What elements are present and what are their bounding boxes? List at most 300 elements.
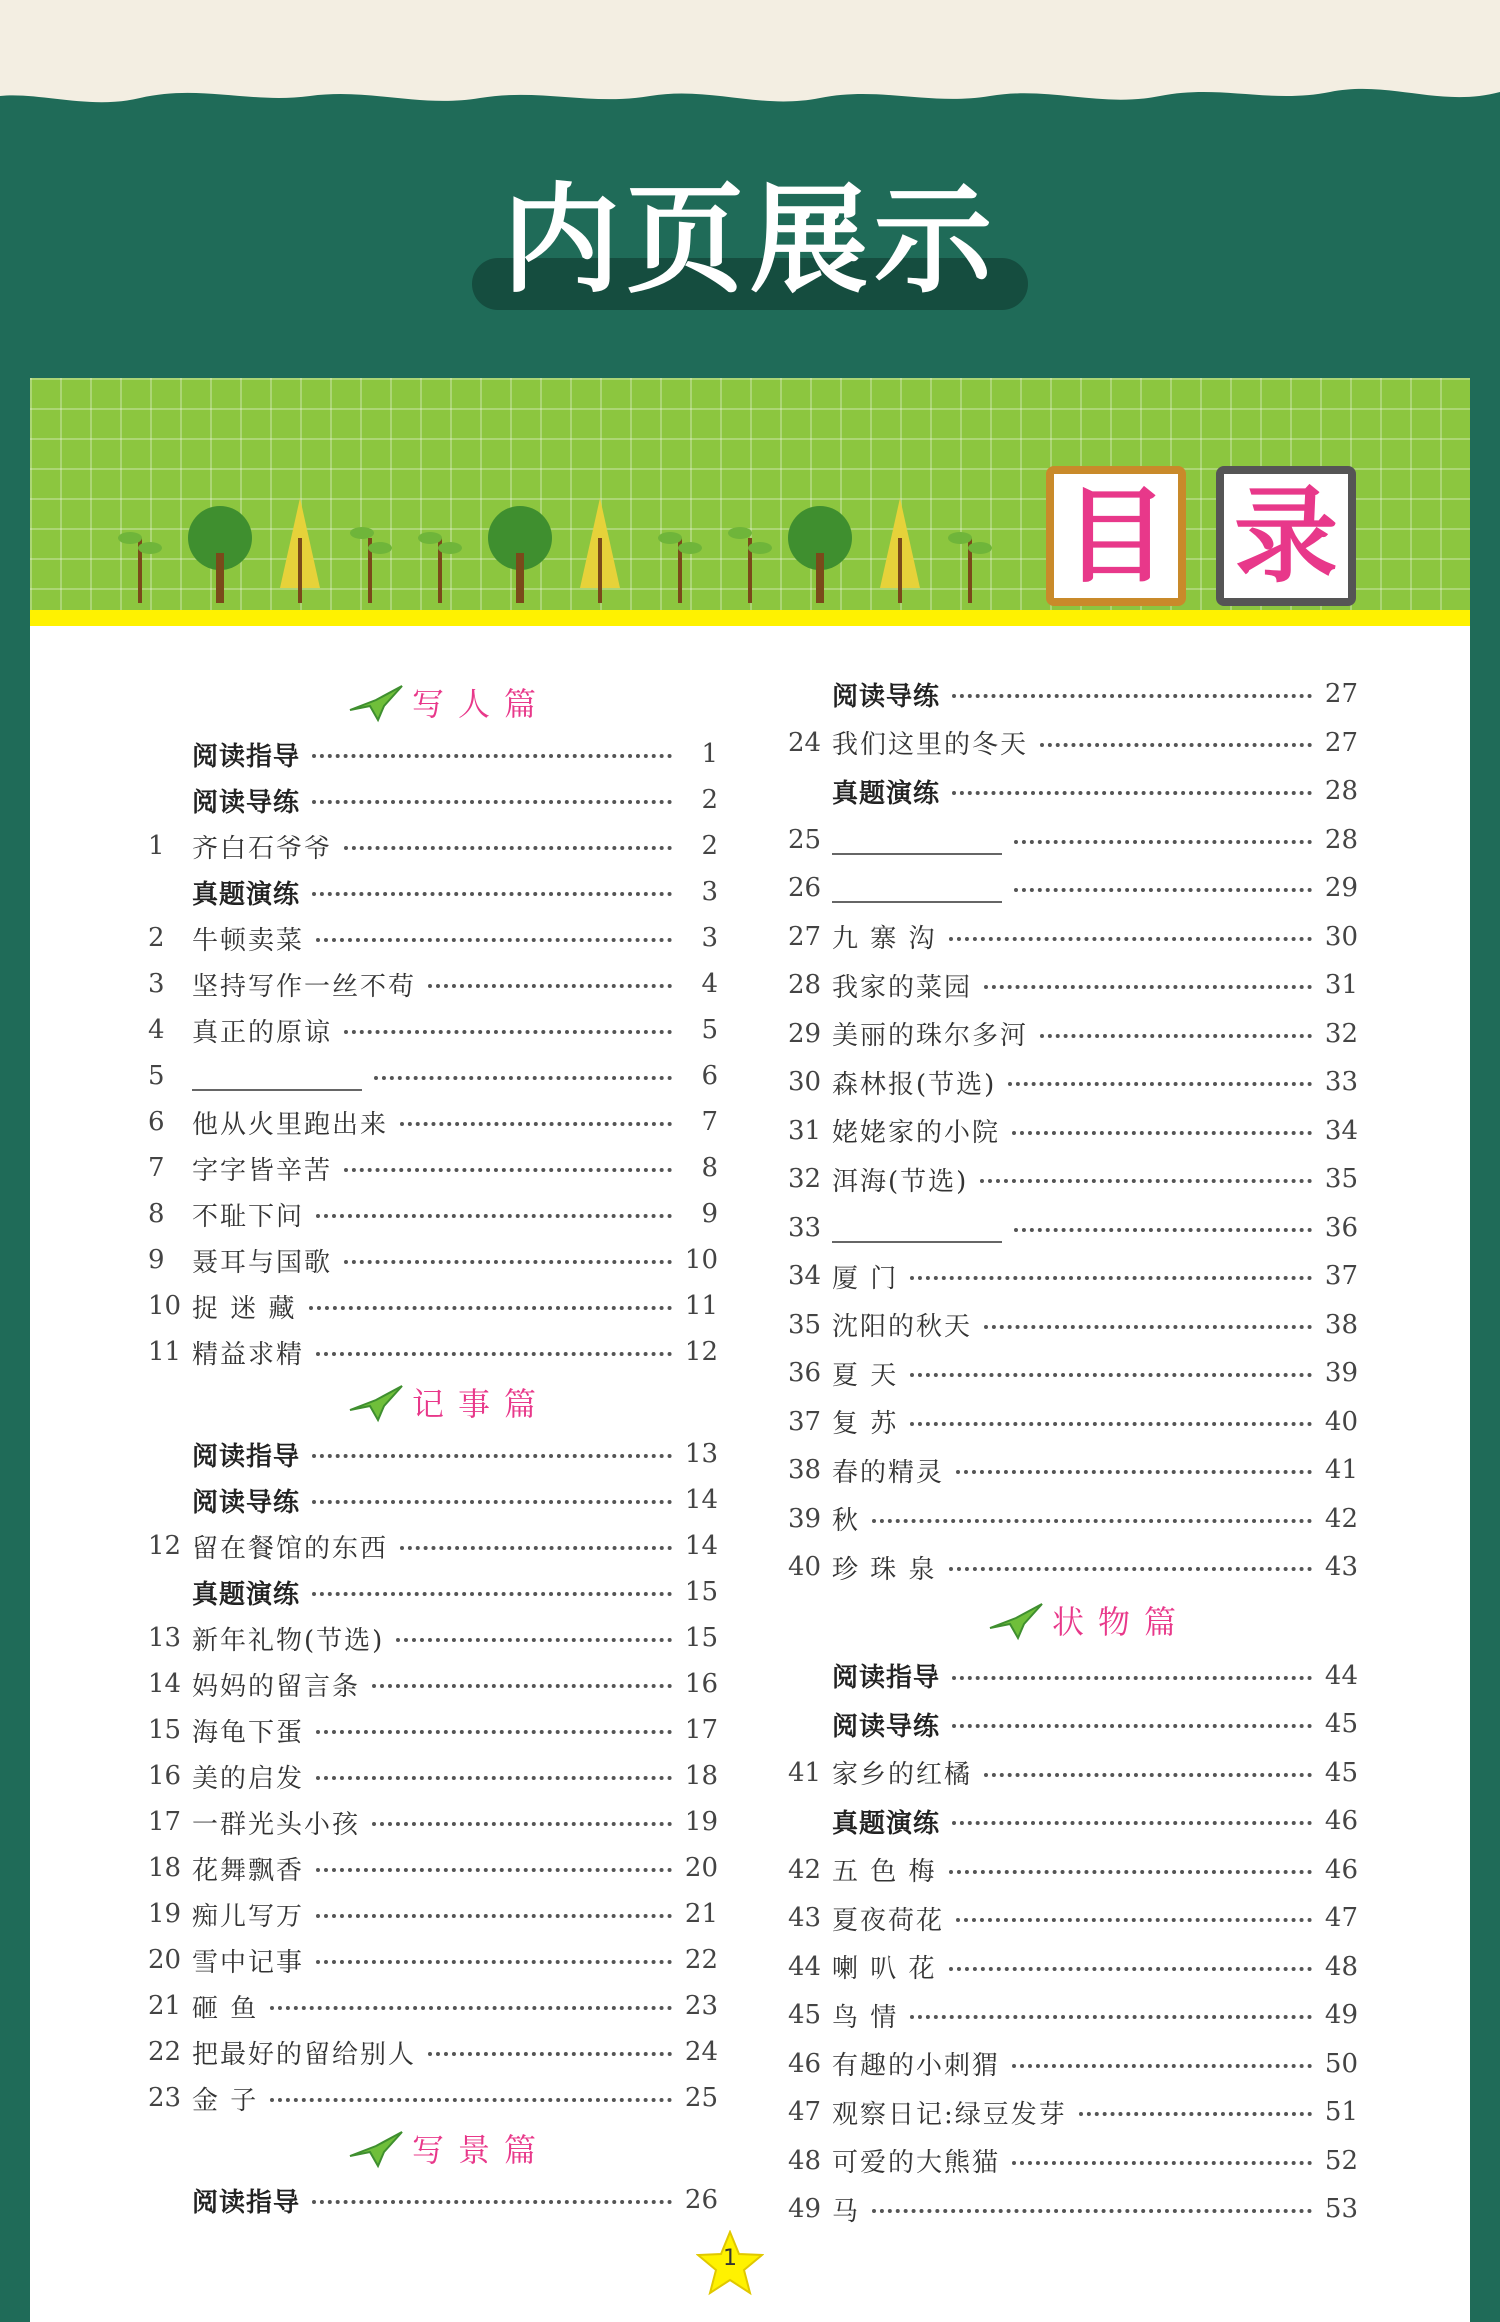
toc-entry-page: 9 <box>701 1199 718 1229</box>
toc-entry-title: 观察日记:绿豆发芽 <box>832 2099 1067 2130</box>
toc-entry-title: 森林报(节选) <box>832 1069 997 1100</box>
toc-leader-dots <box>270 2006 672 2010</box>
toc-entry-page: 42 <box>1324 1503 1358 1534</box>
toc-entry-number: 34 <box>788 1261 822 1291</box>
page-title: 内页展示 <box>501 171 998 309</box>
toc-entry-title: 新年礼物(节选) <box>192 1625 385 1656</box>
toc-entry-page: 45 <box>1324 1757 1358 1788</box>
toc-entry-number: 2 <box>148 923 165 953</box>
toc-entry-blank-title <box>192 1069 362 1091</box>
toc-entry-page: 14 <box>684 1531 718 1561</box>
toc-entry-title: 牛顿卖菜 <box>192 925 305 956</box>
top-paper-edge <box>0 0 1500 130</box>
catalog-banner <box>30 378 1470 610</box>
section-title: 状物篇 <box>1052 1602 1191 1641</box>
toc-entry-number: 41 <box>788 1757 822 1788</box>
toc-leader-dots <box>316 938 672 942</box>
toc-leader-dots <box>1012 2161 1312 2165</box>
toc-entry-page: 45 <box>1324 1709 1358 1739</box>
toc-entry-page: 50 <box>1324 2048 1358 2079</box>
toc-entry-page: 8 <box>701 1153 718 1183</box>
toc-leader-dots <box>1040 743 1312 747</box>
toc-entry-title: 夏 天 <box>832 1360 899 1391</box>
toc-entry-page: 5 <box>701 1015 718 1045</box>
toc-entry-number: 40 <box>788 1552 822 1582</box>
paper-crane-icon <box>348 680 404 724</box>
toc-leader-dots <box>316 1352 672 1356</box>
toc-entry-page: 53 <box>1324 2194 1358 2224</box>
toc-leader-dots <box>344 1260 672 1264</box>
toc-entry[interactable] <box>148 1618 718 1658</box>
toc-entry-title: 可爱的大熊猫 <box>832 2148 1001 2178</box>
toc-entry-title: 阅读导练 <box>192 1487 301 1518</box>
toc-entry[interactable] <box>148 1240 718 1280</box>
toc-leader-dots <box>316 1730 672 1734</box>
toc-entry-number: 4 <box>148 1015 165 1045</box>
toc-leader-dots <box>400 1546 672 1550</box>
toc-entry[interactable] <box>148 1148 718 1188</box>
toc-entry-title: 捉 迷 藏 <box>192 1293 297 1324</box>
toc-entry-title: 雪中记事 <box>192 1947 305 1978</box>
toc-leader-dots <box>1079 2112 1312 2116</box>
toc-entry-page: 40 <box>1324 1406 1358 1437</box>
toc-entry-title: 真题演练 <box>832 1808 941 1839</box>
section-title: 写景篇 <box>412 2131 551 2169</box>
toc-entry[interactable] <box>788 771 1358 811</box>
toc-entry[interactable] <box>788 1062 1358 1102</box>
toc-leader-dots <box>872 2209 1312 2213</box>
toc-entry[interactable] <box>148 1802 718 1842</box>
toc-leader-dots <box>312 754 672 758</box>
toc-leader-dots <box>952 791 1312 795</box>
toc-entry-title: 九 寨 沟 <box>832 924 937 954</box>
toc-entry-page: 27 <box>1324 727 1358 758</box>
toc-entry[interactable] <box>148 1010 718 1050</box>
toc-entry-number: 23 <box>148 2083 182 2113</box>
toc-leader-dots <box>1012 2064 1312 2068</box>
toc-entry[interactable] <box>788 1850 1358 1890</box>
toc-entry-title: 喇 叭 花 <box>832 1954 937 1984</box>
toc-entry-title: 痴儿写万 <box>192 1901 305 1932</box>
toc-entry-title: 阅读指导 <box>192 1441 301 1472</box>
toc-entry[interactable] <box>788 2044 1358 2084</box>
toc-entry-page: 11 <box>684 1291 718 1321</box>
toc-entry-page: 30 <box>1324 921 1358 952</box>
toc-leader-dots <box>312 1592 672 1596</box>
toc-entry-title: 坚持写作一丝不苟 <box>192 971 417 1002</box>
toc-entry[interactable] <box>148 1332 718 1372</box>
toc-entry-page: 17 <box>684 1715 718 1745</box>
toc-entry-title: 把最好的留给别人 <box>192 2039 417 2070</box>
toc-entry-title: 春的精灵 <box>832 1457 945 1488</box>
toc-leader-dots <box>872 1519 1312 1523</box>
toc-entry-page: 35 <box>1324 1164 1358 1194</box>
paper-crane-icon <box>348 1380 404 1424</box>
toc-entry-number: 9 <box>148 1245 165 1275</box>
toc-entry-number: 6 <box>148 1107 165 1137</box>
toc-entry-page: 52 <box>1324 2145 1358 2176</box>
toc-leader-dots <box>312 892 672 896</box>
toc-entry-title: 真题演练 <box>192 879 301 910</box>
toc-entry-title: 阅读导练 <box>832 681 941 712</box>
toc-entry-number: 29 <box>788 1018 822 1049</box>
toc-leader-dots <box>949 937 1312 941</box>
toc-entry[interactable] <box>148 734 718 774</box>
toc-entry-page: 37 <box>1324 1261 1358 1291</box>
toc-entry-number: 26 <box>788 873 822 903</box>
toc-entry-page: 20 <box>684 1853 718 1883</box>
toc-entry-page: 15 <box>684 1577 718 1607</box>
toc-entry-title: 鸟 情 <box>832 2002 899 2033</box>
toc-entry-page: 12 <box>684 1337 718 1367</box>
toc-leader-dots <box>344 846 672 850</box>
toc-leader-dots <box>910 1276 1312 1280</box>
toc-entry[interactable] <box>788 1704 1358 1744</box>
toc-entry-title: 聂耳与国歌 <box>192 1247 333 1278</box>
toc-leader-dots <box>316 1214 672 1218</box>
toc-entry[interactable] <box>148 872 718 912</box>
toc-entry-page: 43 <box>1324 1552 1358 1582</box>
toc-entry-number: 14 <box>148 1669 182 1699</box>
toc-entry[interactable] <box>788 1898 1358 1938</box>
toc-entry[interactable] <box>148 1480 718 1520</box>
toc-entry-number: 28 <box>788 970 822 1000</box>
toc-entry-title: 阅读指导 <box>192 2187 301 2218</box>
toc-entry[interactable] <box>788 1656 1358 1696</box>
toc-entry-page: 34 <box>1324 1115 1358 1146</box>
toc-entry[interactable] <box>148 1710 718 1750</box>
toc-entry-title: 不耻下问 <box>192 1201 305 1232</box>
toc-entry-page: 31 <box>1324 970 1358 1000</box>
catalog-page <box>30 378 1470 2322</box>
toc-entry-title: 他从火里跑出来 <box>192 1109 389 1140</box>
toc-entry[interactable] <box>148 1434 718 1474</box>
toc-entry[interactable] <box>148 1940 718 1980</box>
toc-entry-page: 24 <box>684 2037 718 2067</box>
toc-entry-title: 花舞飘香 <box>192 1855 305 1886</box>
catalog-heading-char-2: 录 <box>1216 466 1356 606</box>
toc-leader-dots <box>312 800 672 804</box>
toc-entry-title: 留在餐馆的东西 <box>192 1533 389 1564</box>
toc-entry-number: 37 <box>788 1406 822 1437</box>
toc-entry[interactable] <box>148 1102 718 1142</box>
toc-leader-dots <box>949 1870 1312 1874</box>
toc-entry-page: 21 <box>684 1899 718 1929</box>
toc-leader-dots <box>270 2098 672 2102</box>
toc-entry-number: 49 <box>788 2194 822 2224</box>
toc-entry[interactable] <box>148 2078 718 2118</box>
toc-entry-number: 16 <box>148 1761 182 1791</box>
toc-entry[interactable] <box>788 1402 1358 1442</box>
toc-entry-number: 33 <box>788 1212 822 1243</box>
toc-entry-number: 13 <box>148 1623 182 1653</box>
toc-entry[interactable] <box>788 1305 1358 1345</box>
toc-entry-title: 阅读导练 <box>832 1711 941 1742</box>
toc-entry-number: 38 <box>788 1455 822 1485</box>
toc-entry-title: 家乡的红橘 <box>832 1760 973 1790</box>
toc-entry-number: 32 <box>788 1164 822 1194</box>
page-number: 1 <box>723 2246 737 2271</box>
toc-entry-title: 砸 鱼 <box>192 1993 259 2024</box>
toc-entry-number: 27 <box>788 921 822 952</box>
toc-entry-page: 19 <box>684 1807 718 1837</box>
toc-entry[interactable] <box>148 1056 718 1096</box>
toc-entry-number: 10 <box>148 1291 182 1321</box>
toc-entry-number: 5 <box>148 1061 165 1091</box>
toc-entry-page: 10 <box>684 1245 718 1275</box>
toc-entry-title: 马 <box>832 2196 861 2227</box>
toc-entry-title: 洱海(节选) <box>832 1166 969 1197</box>
toc-entry-page: 16 <box>684 1669 718 1699</box>
toc-entry[interactable] <box>148 826 718 866</box>
toc-entry-number: 44 <box>788 1951 822 1982</box>
toc-entry-page: 2 <box>701 785 718 815</box>
toc-entry[interactable] <box>788 1208 1358 1248</box>
toc-entry-number: 20 <box>148 1945 182 1975</box>
toc-entry-page: 1 <box>701 739 718 769</box>
toc-entry[interactable] <box>788 2092 1358 2132</box>
toc-entry-title: 姥姥家的小院 <box>832 1118 1001 1148</box>
toc-entry[interactable] <box>788 1353 1358 1393</box>
toc-entry-page: 36 <box>1324 1212 1358 1243</box>
paper-crane-icon <box>988 1598 1044 1642</box>
toc-entry-number: 46 <box>788 2048 822 2079</box>
toc-entry-page: 48 <box>1324 1951 1358 1982</box>
toc-leader-dots <box>952 694 1312 698</box>
toc-entry-title: 我家的菜园 <box>832 972 973 1003</box>
toc-entry-number: 8 <box>148 1199 165 1229</box>
toc-leader-dots <box>984 1773 1312 1777</box>
toc-leader-dots <box>952 1676 1312 1680</box>
toc-entry[interactable] <box>788 1801 1358 1841</box>
toc-leader-dots <box>980 1179 1312 1183</box>
toc-entry-number: 1 <box>148 831 165 861</box>
toc-entry[interactable] <box>788 723 1358 763</box>
toc-leader-dots <box>344 1030 672 1034</box>
toc-entry-title: 金 子 <box>192 2085 259 2116</box>
toc-entry-page: 15 <box>684 1623 718 1653</box>
toc-entry-number: 7 <box>148 1153 165 1183</box>
toc-entry-page: 6 <box>701 1061 718 1091</box>
toc-entry-page: 46 <box>1324 1806 1358 1836</box>
toc-entry-title: 五 色 梅 <box>832 1857 937 1887</box>
toc-entry-number: 31 <box>788 1115 822 1146</box>
toc-entry-blank-title <box>832 1221 1002 1243</box>
toc-entry[interactable] <box>788 1014 1358 1054</box>
toc-entry-number: 25 <box>788 824 822 855</box>
toc-entry-page: 25 <box>684 2083 718 2113</box>
toc-entry-page: 28 <box>1324 824 1358 855</box>
toc-leader-dots <box>1008 1082 1312 1086</box>
banner-yellow-strip <box>30 610 1470 626</box>
toc-leader-dots <box>372 1684 672 1688</box>
section-heading <box>348 678 550 726</box>
toc-entry[interactable] <box>148 1986 718 2026</box>
toc-entry-page: 18 <box>684 1761 718 1791</box>
toc-leader-dots <box>396 1638 672 1642</box>
toc-leader-dots <box>956 1918 1312 1922</box>
toc-entry[interactable] <box>788 1450 1358 1490</box>
toc-entry-page: 4 <box>701 969 718 999</box>
toc-entry[interactable] <box>148 1526 718 1566</box>
toc-entry-title: 精益求精 <box>192 1339 305 1370</box>
toc-entry-title: 字字皆辛苦 <box>192 1155 333 1186</box>
section-heading <box>988 1596 1190 1644</box>
toc-entry[interactable] <box>148 1894 718 1934</box>
toc-leader-dots <box>1040 1034 1312 1038</box>
toc-leader-dots <box>312 1454 672 1458</box>
toc-leader-dots <box>949 1967 1312 1971</box>
toc-entry[interactable] <box>788 1256 1358 1296</box>
toc-entry[interactable] <box>148 1194 718 1234</box>
toc-entry-title: 秋 <box>832 1506 861 1536</box>
toc-entry-number: 3 <box>148 969 165 999</box>
toc-leader-dots <box>309 1306 672 1310</box>
toc-entry-page: 38 <box>1324 1309 1358 1340</box>
toc-entry-title: 阅读导练 <box>192 787 301 818</box>
toc-leader-dots <box>316 1914 672 1918</box>
toc-entry-title: 珍 珠 泉 <box>832 1554 937 1585</box>
toc-entry[interactable] <box>788 868 1358 908</box>
toc-entry-number: 11 <box>148 1337 182 1367</box>
toc-leader-dots <box>400 1122 672 1126</box>
toc-entry-title: 复 苏 <box>832 1409 899 1439</box>
toc-entry-title: 沈阳的秋天 <box>832 1312 973 1342</box>
toc-leader-dots <box>910 1373 1312 1377</box>
toc-entry-number: 21 <box>148 1991 182 2021</box>
toc-entry-title: 美丽的珠尔多河 <box>832 1021 1029 1051</box>
toc-leader-dots <box>984 1325 1312 1329</box>
toc-entry[interactable] <box>788 2141 1358 2181</box>
toc-entry-page: 29 <box>1324 873 1358 903</box>
toc-entry-number: 19 <box>148 1899 182 1929</box>
toc-leader-dots <box>956 1470 1312 1474</box>
toc-entry-title: 美的启发 <box>192 1763 305 1794</box>
toc-leader-dots <box>952 1724 1312 1728</box>
toc-entry-title: 阅读指导 <box>832 1663 941 1693</box>
toc-entry-number: 30 <box>788 1067 822 1097</box>
toc-entry-page: 22 <box>684 1945 718 1975</box>
toc-entry-page: 33 <box>1324 1067 1358 1097</box>
toc-entry-page: 14 <box>684 1485 718 1515</box>
toc-entry[interactable] <box>788 965 1358 1005</box>
toc-entry-title: 真题演练 <box>832 778 941 809</box>
toc-entry-page: 28 <box>1324 776 1358 806</box>
toc-entry[interactable] <box>788 1995 1358 2035</box>
toc-entry-title: 厦 门 <box>832 1263 899 1294</box>
toc-entry-page: 27 <box>1324 679 1358 709</box>
toc-entry-title: 真正的原谅 <box>192 1017 333 1048</box>
toc-entry-title: 海龟下蛋 <box>192 1717 305 1748</box>
toc-entry-number: 42 <box>788 1854 822 1885</box>
toc-entry-number: 12 <box>148 1531 182 1561</box>
toc-leader-dots <box>949 1567 1312 1571</box>
section-heading <box>348 1378 550 1426</box>
toc-entry[interactable] <box>788 1111 1358 1151</box>
toc-entry-title: 齐白石爷爷 <box>192 833 333 864</box>
toc-entry[interactable] <box>788 1753 1358 1793</box>
toc-entry-number: 22 <box>148 2037 182 2067</box>
toc-leader-dots <box>984 985 1312 989</box>
toc-entry[interactable] <box>148 918 718 958</box>
toc-entry[interactable] <box>788 820 1358 860</box>
toc-entry-page: 51 <box>1324 2097 1358 2127</box>
toc-leader-dots <box>952 1821 1312 1825</box>
toc-entry[interactable] <box>148 1664 718 1704</box>
toc-leader-dots <box>1014 1228 1312 1232</box>
toc-entry-page: 39 <box>1324 1358 1358 1388</box>
toc-entry-page: 23 <box>684 1991 718 2021</box>
toc-entry[interactable] <box>788 1947 1358 1987</box>
toc-leader-dots <box>428 2052 672 2056</box>
toc-entry-page: 41 <box>1324 1455 1358 1485</box>
toc-leader-dots <box>1012 1131 1312 1135</box>
toc-entry-title: 妈妈的留言条 <box>192 1671 361 1702</box>
toc-entry[interactable] <box>148 1756 718 1796</box>
toc-entry-title: 我们这里的冬天 <box>832 730 1029 760</box>
toc-leader-dots <box>372 1822 672 1826</box>
toc-leader-dots <box>316 1868 672 1872</box>
toc-entry-number: 36 <box>788 1358 822 1388</box>
toc-entry-page: 44 <box>1324 1660 1358 1691</box>
toc-entry[interactable] <box>788 1547 1358 1587</box>
toc-entry-page: 2 <box>701 831 718 861</box>
toc-entry-number: 17 <box>148 1807 182 1837</box>
toc-entry-number: 18 <box>148 1853 182 1883</box>
toc-entry-number: 24 <box>788 727 822 758</box>
toc-entry[interactable] <box>148 780 718 820</box>
toc-leader-dots <box>312 1500 672 1504</box>
toc-entry-title: 有趣的小刺猬 <box>832 2051 1001 2081</box>
toc-entry[interactable] <box>788 674 1358 714</box>
catalog-heading-char-1: 目 <box>1046 466 1186 606</box>
toc-entry-page: 26 <box>684 2185 718 2215</box>
section-title: 记事篇 <box>412 1385 551 1423</box>
toc-leader-dots <box>910 1422 1312 1426</box>
toc-leader-dots <box>344 1168 672 1172</box>
toc-leader-dots <box>316 1960 672 1964</box>
toc-entry[interactable] <box>788 917 1358 957</box>
toc-leader-dots <box>1014 840 1312 844</box>
toc-entry-page: 3 <box>701 877 718 907</box>
toc-entry-number: 47 <box>788 2097 822 2127</box>
toc-entry-number: 15 <box>148 1715 182 1745</box>
toc-entry-number: 35 <box>788 1309 822 1340</box>
toc-entry[interactable] <box>148 1848 718 1888</box>
toc-entry-blank-title <box>832 833 1002 855</box>
toc-entry[interactable] <box>788 1499 1358 1539</box>
toc-entry[interactable] <box>148 2180 718 2220</box>
toc-entry-title: 阅读指导 <box>192 741 301 772</box>
toc-entry[interactable] <box>148 1286 718 1326</box>
toc-entry-page: 46 <box>1324 1854 1358 1885</box>
toc-entry[interactable] <box>788 1159 1358 1199</box>
toc-leader-dots <box>374 1076 672 1080</box>
toc-entry-title: 一群光头小孩 <box>192 1809 361 1840</box>
toc-entry-page: 13 <box>684 1439 718 1469</box>
toc-entry-number: 43 <box>788 1903 822 1933</box>
toc-entry[interactable] <box>148 1572 718 1612</box>
section-title: 写人篇 <box>412 685 551 723</box>
toc-entry[interactable] <box>148 964 718 1004</box>
toc-entry-page: 7 <box>701 1107 718 1137</box>
toc-entry-page: 49 <box>1324 2000 1358 2030</box>
toc-entry-blank-title <box>832 881 1002 903</box>
toc-entry[interactable] <box>788 2189 1358 2229</box>
tree-decoration <box>100 478 1000 608</box>
toc-entry[interactable] <box>148 2032 718 2072</box>
toc-leader-dots <box>910 2015 1312 2019</box>
